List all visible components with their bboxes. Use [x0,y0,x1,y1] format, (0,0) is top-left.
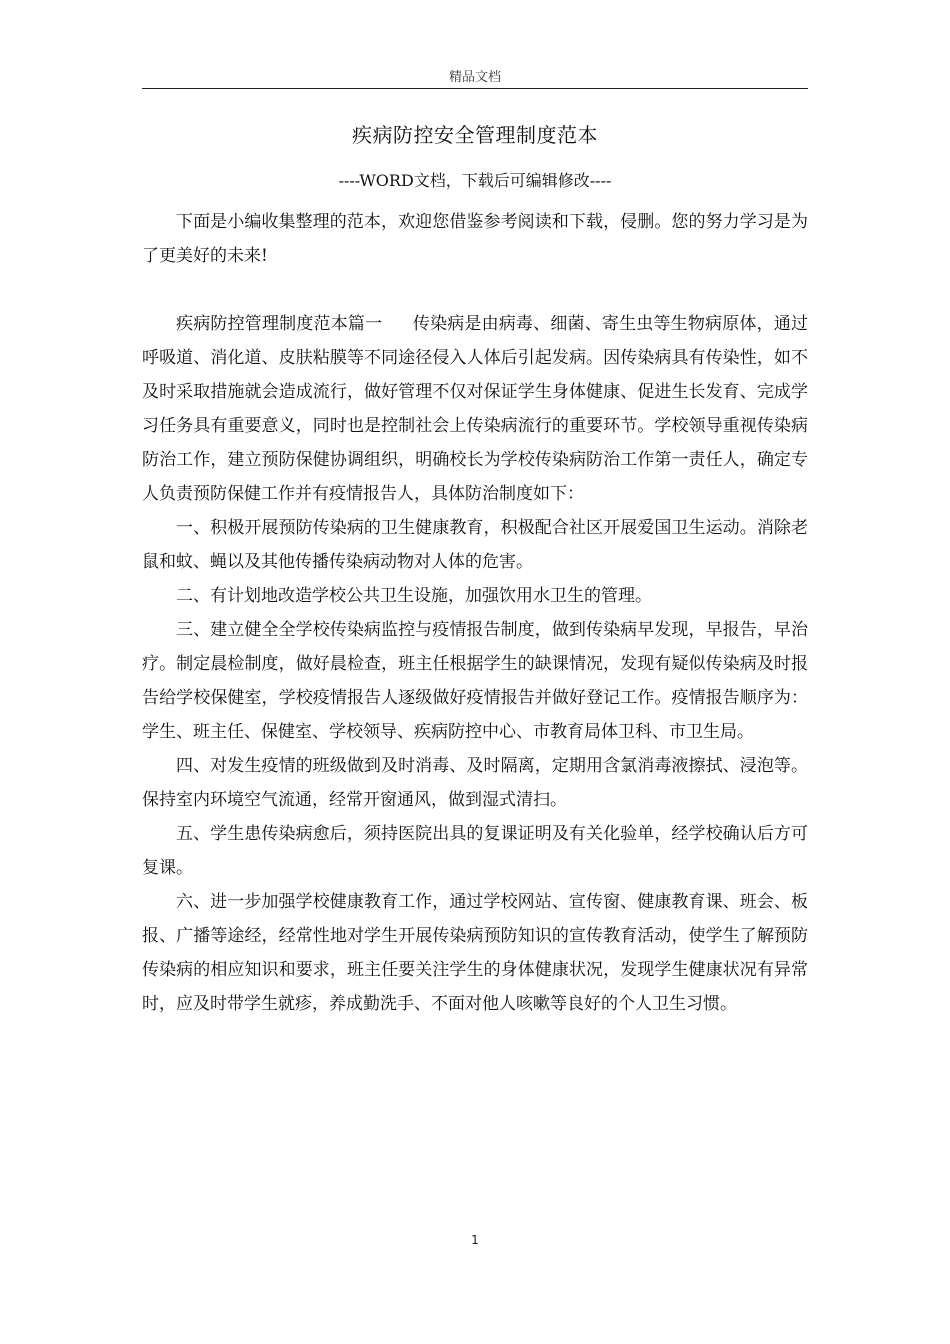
rule-item-5: 五、学生患传染病愈后，须持医院出具的复课证明及有关化验单，经学校确认后方可复课。 [142,824,808,878]
rule-item-3: 三、建立健全全学校传染病监控与疫情报告制度，做到传染病早发现，早报告，早治疗。制定晨检制度，做好晨检查，班主任根据学生的缺课情况，发现有疑似传染病及时报告给学校保健室，学校疫情报告人逐级做好疫情报告并做好登记工作。疫情报告顺序为：学生、班主任、保健室、学校领导、疾病防控中心、市教育局体卫科、市卫生局。 [142,620,808,742]
page-number: 1 [471,1233,479,1247]
section-paragraph [142,307,808,511]
section-label: 疾病防控管理制度范本篇一 [176,314,383,334]
rule-item-1: 一、积极开展预防传染病的卫生健康教育，积极配合社区开展爱国卫生运动。消除老鼠和蚊、蝇以及其他传播传染病动物对人体的危害。 [142,518,808,572]
document-title: 疾病防控安全管理制度范本 [352,123,598,147]
rule-item-4: 四、对发生疫情的班级做到及时消毒、及时隔离，定期用含氯消毒液擦拭、浸泡等。保持室内环境空气流通，经常开窗通风，做到湿式清扫。 [142,756,808,810]
intro-paragraph: 下面是小编收集整理的范本，欢迎您借鉴参考阅读和下载，侵删。您的努力学习是为了更美好的未来! [142,212,808,266]
document-subtitle: ----WORD文档，下载后可编辑修改---- [338,171,612,190]
header-label: 精品文档 [448,70,501,85]
section-lead-text: 传染病是由病毒、细菌、寄生虫等生物病原体，通过呼吸道、消化道、皮肤粘膜等不同途径侵入人体后引起发病。因传染病具有传染性，如不及时采取措施就会造成流行，做好管理不仅对保证学生身体健康、促进生长发育、完成学习任务具有重要意义，同时也是控制社会上传染病流行的重要环节。学校领导重视传染病防治工作，建立预防保健协调组织，明确校长为学校传染病防治工作第一责任人，确定专人负责预防保健工作并有疫情报告人，具体防治制度如下： [142,314,809,504]
page-header [142,68,808,89]
rule-item-6: 六、进一步加强学校健康教育工作，通过学校网站、宣传窗、健康教育课、班会、板报、广播等途经，经常性地对学生开展传染病预防知识的宣传教育活动，使学生了解预防传染病的相应知识和要求，班主任要关注学生的身体健康状况，发现学生健康状况有异常时，应及时带学生就疹，养成勤洗手、不面对他人咳嗽等良好的个人卫生习惯。 [142,892,808,1014]
document-body [142,205,808,1021]
rule-item-2: 二、有计划地改造学校公共卫生设施，加强饮用水卫生的管理。 [176,586,652,606]
